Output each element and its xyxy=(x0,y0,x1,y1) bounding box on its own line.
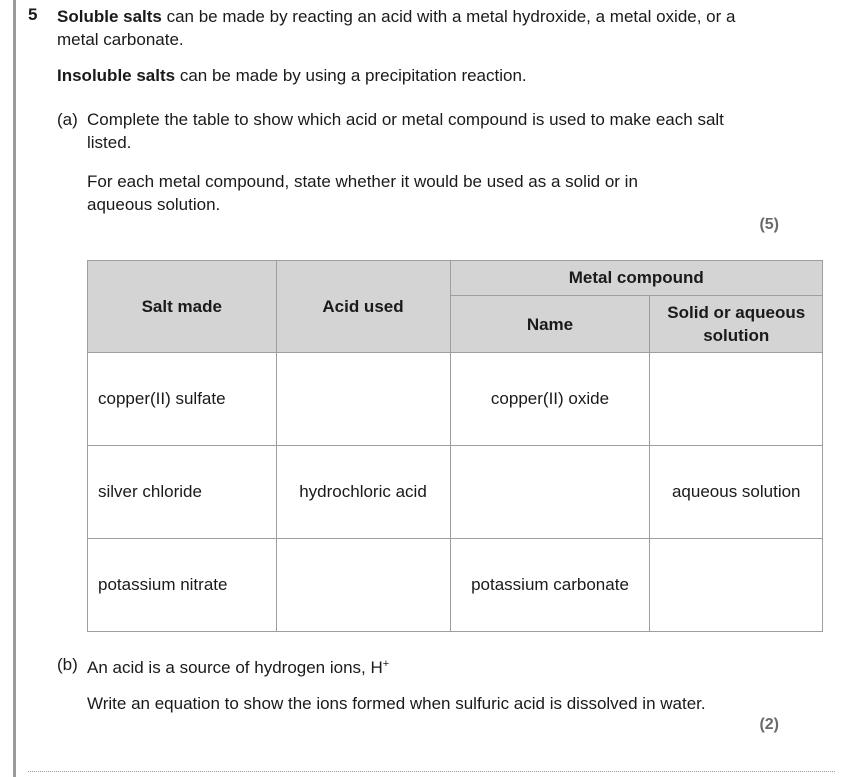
cell-salt: copper(II) sulfate xyxy=(88,353,277,446)
page-margin-line xyxy=(13,0,16,777)
answer-line[interactable] xyxy=(28,771,835,772)
salts-table xyxy=(87,260,823,632)
header-salt-made: Salt made xyxy=(88,261,277,353)
cell-salt: silver chloride xyxy=(88,446,277,539)
part-b-marks: (2) xyxy=(759,716,779,733)
insoluble-statement xyxy=(57,64,777,87)
insoluble-text: can be made by using a precipitation reaction. xyxy=(175,66,527,85)
header-metal-compound: Metal compound xyxy=(450,261,823,296)
question-intro xyxy=(57,5,777,51)
table-header-row xyxy=(88,261,823,296)
table-row xyxy=(88,539,823,632)
cell-acid-answer[interactable] xyxy=(276,353,450,446)
cell-salt: potassium nitrate xyxy=(88,539,277,632)
cell-metal-name: potassium carbonate xyxy=(450,539,650,632)
part-b-label: (b) xyxy=(57,655,78,674)
header-acid-used: Acid used xyxy=(276,261,450,353)
intro-text: can be made by reacting an acid with a metal hydroxide, a metal oxide, or a metal carbonate. xyxy=(57,7,736,49)
part-b-statement xyxy=(87,653,767,679)
cell-state-answer[interactable] xyxy=(650,353,823,446)
header-solid-or-aqueous: Solid or aqueous solution xyxy=(650,296,823,353)
part-a-instruction-2: For each metal compound, state whether it would be used as a solid or in aqueous solution. xyxy=(87,172,638,214)
part-a-label: (a) xyxy=(57,110,78,129)
part-a-instruction: Complete the table to show which acid or metal compound is used to make each salt listed. xyxy=(87,110,724,152)
cell-metal-name-answer[interactable] xyxy=(450,446,650,539)
table-row xyxy=(88,353,823,446)
part-b-statement-text: An acid is a source of hydrogen ions, H xyxy=(87,658,383,677)
cell-metal-name: copper(II) oxide xyxy=(450,353,650,446)
header-name: Name xyxy=(450,296,650,353)
intro-bold-term: Soluble salts xyxy=(57,7,162,26)
cell-state: aqueous solution xyxy=(650,446,823,539)
cell-state-answer[interactable] xyxy=(650,539,823,632)
part-a-marks: (5) xyxy=(759,216,779,233)
insoluble-bold-term: Insoluble salts xyxy=(57,66,176,85)
question-number: 5 xyxy=(28,5,38,24)
cell-acid: hydrochloric acid xyxy=(276,446,450,539)
table-row xyxy=(88,446,823,539)
cell-acid-answer[interactable] xyxy=(276,539,450,632)
part-b-instruction: Write an equation to show the ions formed when sulfuric acid is dissolved in water. xyxy=(87,694,706,713)
hydrogen-ion-charge: + xyxy=(382,658,390,670)
